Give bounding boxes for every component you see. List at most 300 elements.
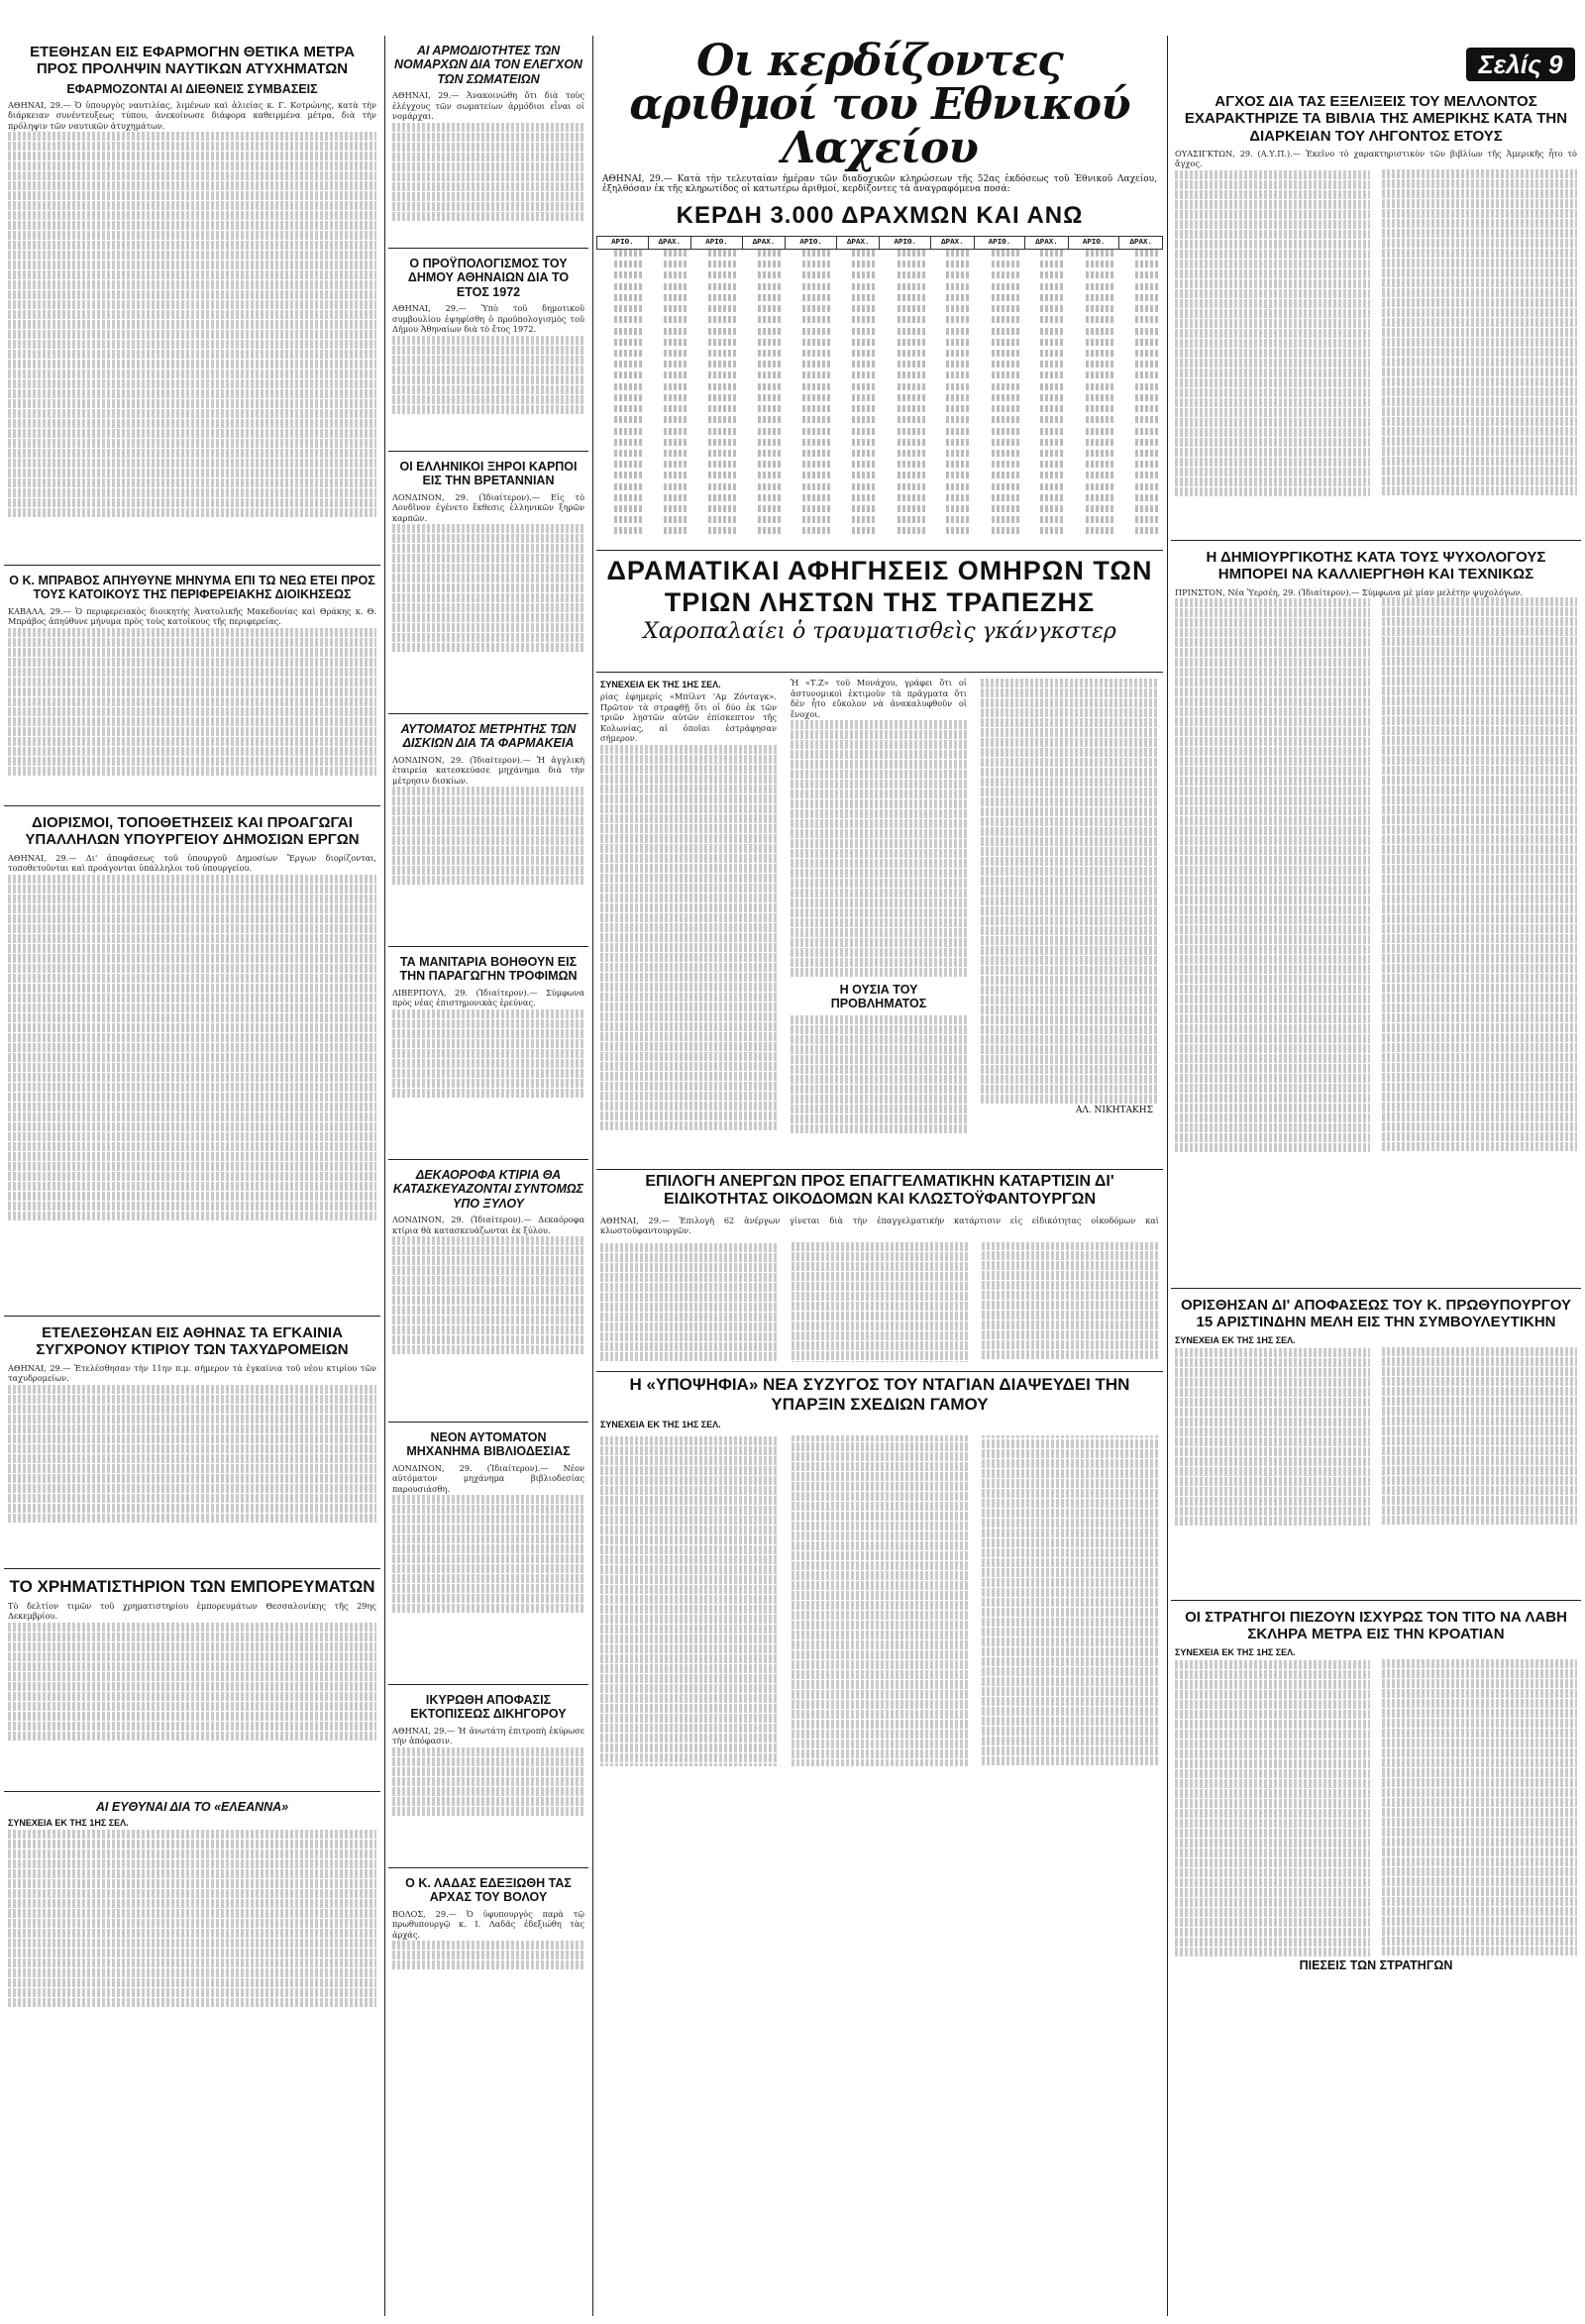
- lottery-cell: [1068, 250, 1119, 262]
- article-body: ΛΟΝΔΙΝΟΝ, 29. (Ἰδιαίτερον).— Ἡ ἀγγλικὴ ἑταιρεία κατεσκεύασε μηχάνημα διὰ τὴν μέτρησιν δισκίων.: [392, 754, 584, 786]
- lottery-cell: [786, 405, 837, 416]
- lottery-cell: [1068, 294, 1119, 305]
- lottery-cell: [1068, 416, 1119, 427]
- lottery-cell: [880, 405, 931, 416]
- lottery-cell: [691, 294, 743, 305]
- lottery-cell: [691, 305, 743, 316]
- lottery-row: [597, 271, 1163, 282]
- lottery-cell: [742, 428, 786, 439]
- lottery-cell: [880, 250, 931, 262]
- lottery-cell: [691, 472, 743, 482]
- body-text-lines: [392, 1495, 584, 1613]
- lottery-cell: [691, 383, 743, 394]
- lottery-cell: [648, 439, 691, 450]
- lottery-cell: [1025, 494, 1069, 505]
- lottery-cell: [691, 516, 743, 527]
- lottery-cell: [880, 450, 931, 461]
- body-text-lines: [981, 679, 1159, 1104]
- lottery-cell: [597, 383, 649, 394]
- lottery-cell: [742, 405, 786, 416]
- lottery-cell: [786, 294, 837, 305]
- article-bravos: [4, 566, 380, 806]
- headline: ΔΕΚΑΟΡΟΦΑ ΚΤΙΡΙΑ ΘΑ ΚΑΤΑΣΚΕΥΑΖΟΝΤΑΙ ΣΥΝΤΟΜΩΣ ΥΠΟ ΞΥΛΟΥ: [392, 1168, 584, 1211]
- headline: ΑΥΤΟΜΑΤΟΣ ΜΕΤΡΗΤΗΣ ΤΩΝ ΔΙΣΚΙΩΝ ΔΙΑ ΤΑ ΦΑΡΜΑΚΕΙΑ: [400, 722, 577, 751]
- lottery-cell: [836, 405, 880, 416]
- lottery-cell: [742, 461, 786, 472]
- lottery-cell: [1025, 294, 1069, 305]
- lottery-cell: [648, 394, 691, 405]
- headline: ΔΙΟΡΙΣΜΟΙ, ΤΟΠΟΘΕΤΗΣΕΙΣ ΚΑΙ ΠΡΟΑΓΩΓΑΙ ΥΠΑΛΛΗΛΩΝ ΥΠΟΥΡΓΕΙΟΥ ΔΗΜΟΣΙΩΝ ΕΡΓΩΝ: [25, 814, 360, 849]
- lottery-cell: [1068, 505, 1119, 516]
- lottery-cell: [931, 494, 975, 505]
- lottery-cell: [974, 305, 1025, 316]
- lottery-cell: [597, 350, 649, 361]
- lottery-cell: [742, 383, 786, 394]
- lottery-cell: [1068, 428, 1119, 439]
- lottery-cell: [880, 494, 931, 505]
- lottery-cell: [1119, 350, 1163, 361]
- lottery-cell: [836, 516, 880, 527]
- story-column: [791, 678, 967, 1134]
- lottery-cell: [880, 439, 931, 450]
- lottery-cell: [836, 439, 880, 450]
- lottery-cell: [786, 394, 837, 405]
- lottery-cell: [691, 250, 743, 262]
- lottery-row: [597, 283, 1163, 294]
- lottery-cell: [931, 416, 975, 427]
- lottery-cell: [1119, 294, 1163, 305]
- article-prefects: [388, 36, 588, 249]
- headline: Η «ΥΠΟΨΗΦΙΑ» ΝΕΑ ΣΥΖΥΓΟΣ ΤΟΥ ΝΤΑΓΙΑΝ ΔΙΑΨΕΥΔΕΙ ΤΗΝ ΥΠΑΡΞΙΝ ΣΧΕΔΙΩΝ ΓΑΜΟΥ: [629, 1375, 1130, 1414]
- lottery-col-amount: ΔΡΑΧ.: [742, 237, 786, 250]
- lottery-cell: [836, 428, 880, 439]
- lottery-cell: [786, 439, 837, 450]
- lottery-cell: [742, 394, 786, 405]
- headline: ΕΠΙΛΟΓΗ ΑΝΕΡΓΩΝ ΠΡΟΣ ΕΠΑΓΓΕΛΜΑΤΙΚΗΝ ΚΑΤΑΡΤΙΣΙΝ ΔΙ' ΕΙΔΙΚΟΤΗΤΑΣ ΟΙΚΟΔΟΜΩΝ ΚΑΙ ΚΛΩΣΤΟΫΦΑΝΤΟΥΡΓΩΝ: [645, 1173, 1114, 1209]
- lottery-cell: [880, 328, 931, 339]
- lottery-table: [596, 236, 1163, 539]
- lottery-cell: [1025, 428, 1069, 439]
- lottery-cell: [974, 405, 1025, 416]
- byline: ΑΛ. ΝΙΚΗΤΑΚΗΣ: [1075, 1106, 1153, 1115]
- lottery-cell: [1119, 527, 1163, 538]
- lottery-col-number: ΑΡΙΘ.: [597, 237, 649, 250]
- lottery-cell: [931, 250, 975, 262]
- lottery-cell: [648, 505, 691, 516]
- lottery-cell: [648, 405, 691, 416]
- lottery-cell: [597, 316, 649, 327]
- lottery-cell: [648, 250, 691, 262]
- article-body: ΑΘΗΝΑΙ, 29.— Ὑπὸ τοῦ δημοτικοῦ συμβουλίου ἐψηφίσθη ὁ προϋπολογισμὸς τοῦ Δήμου Ἀθηναίων διὰ τὸ ἔτος 1972.: [392, 303, 584, 335]
- article-american-books: [1171, 85, 1581, 541]
- article-commodity-exchange: [4, 1569, 380, 1792]
- lottery-row: [597, 305, 1163, 316]
- headline: ΕΤΕΛΕΣΘΗΣΑΝ ΕΙΣ ΑΘΗΝΑΣ ΤΑ ΕΓΚΑΙΝΙΑ ΣΥΓΧΡΟΝΟΥ ΚΤΙΡΙΟΥ ΤΩΝ ΤΑΧΥΔΡΟΜΕΙΩΝ: [36, 1324, 349, 1359]
- lottery-row: [597, 450, 1163, 461]
- lottery-cell: [974, 339, 1025, 350]
- lottery-cell: [974, 472, 1025, 482]
- lottery-heading: ΚΕΡΔΗ 3.000 ΔΡΑΧΜΩΝ ΚΑΙ ΑΝΩ: [676, 202, 1084, 229]
- article-bookbinding: [388, 1423, 588, 1685]
- lottery-cell: [786, 416, 837, 427]
- lottery-cell: [931, 339, 975, 350]
- article-mushrooms: [388, 947, 588, 1160]
- lottery-cell: [974, 283, 1025, 294]
- lottery-cell: [742, 505, 786, 516]
- lottery-row: [597, 527, 1163, 538]
- lottery-cell: [880, 483, 931, 494]
- lottery-cell: [786, 461, 837, 472]
- lottery-col-amount: ΔΡΑΧ.: [836, 237, 880, 250]
- headline: Η ΔΗΜΙΟΥΡΓΙΚΟΤΗΣ ΚΑΤΑ ΤΟΥΣ ΨΥΧΟΛΟΓΟΥΣ ΗΜΠΟΡΕΙ ΝΑ ΚΑΛΛΙΕΡΓΗΘΗ ΚΑΙ ΤΕΧΝΙΚΩΣ: [1206, 549, 1546, 583]
- lottery-cell: [1119, 472, 1163, 482]
- lottery-cell: [1119, 328, 1163, 339]
- lottery-cell: [974, 316, 1025, 327]
- column-2: [388, 36, 588, 2316]
- lottery-cell: [742, 350, 786, 361]
- lottery-cell: [880, 416, 931, 427]
- lottery-row: [597, 261, 1163, 271]
- body-text-lines: [392, 524, 584, 652]
- article-tito-generals: [1171, 1601, 1581, 1984]
- lottery-cell: [742, 328, 786, 339]
- article-dried-fruit: [388, 452, 588, 714]
- lottery-cell: [648, 316, 691, 327]
- lottery-col-amount: ΔΡΑΧ.: [1119, 237, 1163, 250]
- divider: [596, 672, 1163, 673]
- lottery-cell: [974, 250, 1025, 262]
- lottery-cell: [1025, 483, 1069, 494]
- lottery-cell: [1068, 483, 1119, 494]
- lottery-cell: [974, 461, 1025, 472]
- lottery-cell: [786, 361, 837, 371]
- lottery-cell: [742, 261, 786, 271]
- lottery-cell: [597, 339, 649, 350]
- lottery-cell: [1025, 450, 1069, 461]
- lottery-cell: [1025, 339, 1069, 350]
- lottery-cell: [974, 383, 1025, 394]
- lottery-cell: [931, 405, 975, 416]
- lottery-cell: [691, 328, 743, 339]
- lottery-cell: [786, 250, 837, 262]
- lottery-cell: [880, 339, 931, 350]
- lottery-cell: [691, 261, 743, 271]
- lottery-cell: [931, 505, 975, 516]
- continuation-label: ΣΥΝΕΧΕΙΑ ΕΚ ΤΗΣ 1ΗΣ ΣΕΛ.: [8, 1818, 129, 1829]
- lottery-cell: [786, 450, 837, 461]
- lottery-cell: [880, 305, 931, 316]
- lottery-cell: [786, 283, 837, 294]
- body-text-lines: [8, 132, 376, 517]
- lottery-cell: [597, 305, 649, 316]
- lottery-cell: [648, 294, 691, 305]
- lottery-cell: [931, 516, 975, 527]
- lottery-cell: [786, 305, 837, 316]
- lottery-cell: [786, 483, 837, 494]
- lottery-cell: [786, 472, 837, 482]
- lottery-row: [597, 416, 1163, 427]
- lottery-cell: [880, 383, 931, 394]
- lottery-cell: [691, 428, 743, 439]
- lottery-row: [597, 361, 1163, 371]
- lottery-cell: [1068, 261, 1119, 271]
- lottery-cell: [1119, 483, 1163, 494]
- lottery-row: [597, 461, 1163, 472]
- lottery-cell: [597, 516, 649, 527]
- lottery-cell: [931, 439, 975, 450]
- article-post-office: [4, 1317, 380, 1569]
- article-body: ρίας ἐφημερίς «Μπίλντ 'Αμ Ζόνταγκ». Πρῶτον τὰ στραφθῇ ὅτι οἱ δύο ἐκ τῶν τριῶν λῃστῶν αὐτῶν ἐπίσκεπτον τῆς Κολωνίας, αἱ ὁποῖαι ἐστράφησαν σήμερον.: [600, 691, 777, 743]
- lottery-col-number: ΑΡΙΘ.: [974, 237, 1025, 250]
- lottery-cell: [836, 505, 880, 516]
- lottery-cell: [836, 394, 880, 405]
- lottery-cell: [648, 261, 691, 271]
- lottery-cell: [931, 294, 975, 305]
- headline: Ο Κ. ΜΠΡΑΒΟΣ ΑΠΗΥΘΥΝΕ ΜΗΝΥΜΑ ΕΠΙ ΤΩ ΝΕΩ ΕΤΕΙ ΠΡΟΣ ΤΟΥΣ ΚΑΤΟΙΚΟΥΣ ΤΗΣ ΠΕΡΙΦΕΡΕΙΑΚΗΣ ΔΙΟΙΚΗΣΕΩΣ: [9, 574, 375, 602]
- article-body: Ἡ «Τ.Ζ» τοῦ Μονάχου, γράφει ὅτι οἱ ἀστυνομικοὶ ἐκτιμοῦν τὰ πρᾶγματα ὅτι δὲν ἦτο εὔκολον νὰ ἀνακαλυφθοῦν οἱ ἔνοχοι.: [791, 678, 967, 719]
- lottery-row: [597, 428, 1163, 439]
- headline: ΤΑ ΜΑΝΙΤΑΡΙΑ ΒΟΗΘΟΥΝ ΕΙΣ ΤΗΝ ΠΑΡΑΓΩΓΗΝ ΤΡΟΦΙΜΩΝ: [399, 955, 578, 984]
- lottery-cell: [597, 428, 649, 439]
- lottery-cell: [691, 316, 743, 327]
- lottery-cell: [974, 294, 1025, 305]
- headline: ΟΙ ΣΤΡΑΤΗΓΟΙ ΠΙΕΖΟΥΝ ΙΣΧΥΡΩΣ ΤΟΝ ΤΙΤΟ ΝΑ ΛΑΒΗ ΣΚΛΗΡΑ ΜΕΤΡΑ ΕΙΣ ΤΗΝ ΚΡΟΑΤΙΑΝ: [1185, 1609, 1567, 1643]
- lottery-cell: [691, 494, 743, 505]
- article-maritime: [4, 36, 380, 566]
- lottery-cell: [742, 294, 786, 305]
- lottery-col-number: ΑΡΙΘ.: [880, 237, 931, 250]
- lottery-cell: [931, 527, 975, 538]
- lottery-cell: [931, 261, 975, 271]
- lottery-cell: [931, 328, 975, 339]
- lottery-cell: [786, 505, 837, 516]
- lottery-cell: [648, 283, 691, 294]
- lottery-cell: [880, 271, 931, 282]
- section-heading: Η ΟΥΣΙΑ ΤΟΥ ΠΡΟΒΛΗΜΑΤΟΣ: [830, 983, 927, 1011]
- lottery-cell: [1119, 305, 1163, 316]
- lottery-col-number: ΑΡΙΘ.: [786, 237, 837, 250]
- lottery-cell: [1119, 450, 1163, 461]
- lottery-cell: [597, 261, 649, 271]
- lottery-cell: [1119, 339, 1163, 350]
- column-rule: [1167, 36, 1168, 2316]
- article-body: ΛΟΝΔΙΝΟΝ, 29. (Ἰδιαίτερον).— Δεκαόροφα κτίρια θὰ κατασκευάζωνται ἐκ ξύλου.: [392, 1215, 584, 1235]
- lottery-cell: [1025, 516, 1069, 527]
- article-body: ΒΟΛΟΣ, 29.— Ὁ ὑφυπουργὸς παρὰ τῷ πρωθυπουργῷ κ. Ι. Λαδᾶς ἐδεξιώθη τὰς ἀρχάς.: [392, 1908, 584, 1940]
- lottery-cell: [1068, 328, 1119, 339]
- lottery-row: [597, 516, 1163, 527]
- lottery-cell: [786, 516, 837, 527]
- lottery-cell: [691, 461, 743, 472]
- lottery-cell: [1068, 283, 1119, 294]
- lottery-cell: [931, 271, 975, 282]
- column-right: [1171, 85, 1581, 2316]
- lottery-col-number: ΑΡΙΘ.: [1068, 237, 1119, 250]
- body-text-lines: [1175, 597, 1577, 1153]
- lottery-row: [597, 439, 1163, 450]
- body-text-lines: [392, 123, 584, 221]
- lottery-cell: [1068, 371, 1119, 382]
- body-text-lines: [392, 1236, 584, 1354]
- lottery-row: [597, 350, 1163, 361]
- body-text-lines: [8, 628, 376, 776]
- article-body: ΑΘΗΝΑΙ, 29.— Ὁ ὑπουργὸς ναυτιλίας, λιμένων καὶ ἁλιείας κ. Γ. Κοτρώνης, κατὰ τὴν διάρκειαν συνέντευξεως τύπου, ἀνεκοίνωσε διάφορα καθειρμένα μέτρα, διὰ τὴν πρόληψιν τῶν ναυτικῶν ἀτυχημάτων.: [8, 99, 376, 131]
- body-text-lines: [791, 1015, 967, 1133]
- lottery-cell: [1119, 371, 1163, 382]
- lottery-cell: [974, 350, 1025, 361]
- lottery-cell: [880, 261, 931, 271]
- body-text-lines: [8, 1385, 376, 1523]
- body-text-lines: [600, 1242, 1159, 1361]
- lottery-cell: [742, 271, 786, 282]
- lottery-cell: [648, 516, 691, 527]
- lottery-cell: [931, 283, 975, 294]
- column-rule: [592, 36, 593, 2316]
- lottery-cell: [691, 371, 743, 382]
- lottery-cell: [880, 472, 931, 482]
- lottery-cell: [1119, 516, 1163, 527]
- headline: Ο Κ. ΛΑΔΑΣ ΕΔΕΞΙΩΘΗ ΤΑΣ ΑΡΧΑΣ ΤΟΥ ΒΟΛΟΥ: [405, 1876, 572, 1905]
- lottery-row: [597, 472, 1163, 482]
- lottery-cell: [742, 361, 786, 371]
- lottery-cell: [1119, 405, 1163, 416]
- lottery-cell: [880, 516, 931, 527]
- lottery-cell: [1068, 527, 1119, 538]
- lottery-cell: [1068, 472, 1119, 482]
- lottery-cell: [836, 461, 880, 472]
- continuation-label: ΣΥΝΕΧΕΙΑ ΕΚ ΤΗΣ 1ΗΣ ΣΕΛ.: [1175, 1646, 1296, 1657]
- lottery-cell: [931, 461, 975, 472]
- lottery-cell: [597, 483, 649, 494]
- lottery-cell: [974, 328, 1025, 339]
- lottery-cell: [1068, 516, 1119, 527]
- lottery-cell: [836, 361, 880, 371]
- body-text-lines: [392, 1009, 584, 1098]
- lottery-cell: [1025, 271, 1069, 282]
- lottery-table-body: [597, 250, 1163, 539]
- main-headline: ΔΡΑΜΑΤΙΚΑΙ ΑΦΗΓΗΣΕΙΣ ΟΜΗΡΩΝ ΤΩΝ ΤΡΙΩΝ ΛΗΣΤΩΝ ΤΗΣ ΤΡΑΠΕΖΗΣ: [606, 556, 1153, 618]
- article-body: ΛΙΒΕΡΠΟΥΛ, 29. (Ἰδιαίτερον).— Σύμφωνα πρὸς νέας ἐπιστημονικὰς ἐρεύνας.: [392, 987, 584, 1008]
- article-pill-counter: [388, 714, 588, 947]
- lottery-cell: [1119, 505, 1163, 516]
- lottery-cell: [1068, 316, 1119, 327]
- article-bank-robbers: [596, 555, 1163, 1170]
- lottery-cell: [1025, 461, 1069, 472]
- lottery-cell: [1025, 527, 1069, 538]
- lottery-cell: [648, 461, 691, 472]
- lottery-cell: [597, 505, 649, 516]
- body-text-lines: [600, 745, 777, 1130]
- article-body: ΑΘΗΝΑΙ, 29.— Δι' ἀποφάσεως τοῦ ὑπουργοῦ Δημοσίων Ἔργων διορίζονται, τοποθετοῦνται καὶ προάγονται ὑπάλληλοι τοῦ ὑπουργείου.: [8, 852, 376, 873]
- body-text-lines: [8, 1830, 376, 2007]
- lottery-cell: [691, 505, 743, 516]
- lottery-cell: [974, 416, 1025, 427]
- lottery-cell: [597, 361, 649, 371]
- lottery-cell: [931, 305, 975, 316]
- lottery-section: [596, 40, 1163, 551]
- continuation-label: ΣΥΝΕΧΕΙΑ ΕΚ ΤΗΣ 1ΗΣ ΣΕΛ.: [1175, 1334, 1296, 1345]
- article-appointments: [4, 806, 380, 1317]
- lottery-cell: [931, 350, 975, 361]
- lottery-intro: ΑΘΗΝΑΙ, 29.— Κατὰ τὴν τελευταίαν ἡμέραν τῶν διαδοχικῶν κληρώσεων τῆς 52ας ἐκδόσεως τοῦ Ἐθνικοῦ Λαχείου, ἐξηλθόσαν ἐκ τῆς κληρωτίδος οἱ κατωτέρω ἀριθμοί, κερδίζοντες τὰ ἀναγραφόμενα ποσά:: [602, 174, 1157, 194]
- lottery-cell: [786, 383, 837, 394]
- lottery-cell: [786, 328, 837, 339]
- lottery-cell: [1068, 339, 1119, 350]
- body-text-lines: [8, 1623, 376, 1741]
- article-body: ΛΟΝΔΙΝΟΝ, 29. (Ἰδιαίτερον).— Εἰς τὸ Λονδῖνον ἐγένετο ἔκθεσις ἑλληνικῶν ξηρῶν καρπῶν.: [392, 491, 584, 523]
- article-ladas: [388, 1868, 588, 1978]
- column-1: [4, 36, 380, 2316]
- lottery-cell: [648, 416, 691, 427]
- headline: ΑΙ ΕΥΘΥΝΑΙ ΔΙΑ ΤΟ «ΕΛΕΑΝΝΑ»: [95, 1800, 289, 1814]
- body-text-lines: [392, 787, 584, 885]
- lottery-cell: [1119, 383, 1163, 394]
- lottery-cell: [931, 383, 975, 394]
- lottery-cell: [648, 483, 691, 494]
- lottery-cell: [742, 283, 786, 294]
- page-number-badge: Σελίς 9: [1466, 48, 1575, 81]
- lottery-cell: [1025, 405, 1069, 416]
- lottery-cell: [974, 394, 1025, 405]
- lottery-cell: [836, 305, 880, 316]
- lottery-cell: [648, 350, 691, 361]
- lottery-cell: [786, 350, 837, 361]
- lottery-cell: [597, 416, 649, 427]
- lottery-cell: [597, 405, 649, 416]
- article-eleanna: [4, 1792, 380, 2016]
- lottery-cell: [691, 283, 743, 294]
- lottery-cell: [597, 494, 649, 505]
- lottery-row: [597, 316, 1163, 327]
- lottery-cell: [974, 361, 1025, 371]
- lottery-cell: [691, 439, 743, 450]
- body-text-lines: [392, 1941, 584, 1969]
- lottery-cell: [597, 527, 649, 538]
- story-column: [981, 678, 1159, 1117]
- lottery-cell: [880, 371, 931, 382]
- article-lawyer-exile: [388, 1685, 588, 1868]
- lottery-cell: [880, 294, 931, 305]
- lottery-cell: [742, 339, 786, 350]
- lottery-cell: [597, 250, 649, 262]
- article-body: ΑΘΗΝΑΙ, 29.— Ἐτελέσθησαν τὴν 11ην π.μ. σήμερον τὰ ἐγκαίνια τοῦ νέου κτιρίου τῶν ταχυδρομείων.: [8, 1362, 376, 1383]
- lottery-cell: [1119, 428, 1163, 439]
- lottery-cell: [974, 261, 1025, 271]
- lottery-cell: [691, 416, 743, 427]
- lottery-cell: [974, 527, 1025, 538]
- lottery-row: [597, 405, 1163, 416]
- lottery-cell: [974, 516, 1025, 527]
- lottery-row: [597, 483, 1163, 494]
- lottery-cell: [742, 305, 786, 316]
- body-text-lines: [392, 336, 584, 414]
- article-body: ΚΑΒΑΛΑ, 29.— Ὁ περιφερειακὸς διοικητὴς Ἀνατολικῆς Μακεδονίας καὶ Θράκης κ. Θ. Μπράβος ἀπηύθυνε μήνυμα πρὸς τοὺς κατοίκους τῆς περιφερείας.: [8, 605, 376, 627]
- lottery-cell: [1119, 461, 1163, 472]
- lottery-cell: [931, 450, 975, 461]
- lottery-cell: [597, 472, 649, 482]
- body-text-lines: [1175, 169, 1577, 497]
- lottery-cell: [1119, 271, 1163, 282]
- lottery-row: [597, 505, 1163, 516]
- section-heading: ΠΙΕΣΕΙΣ ΤΩΝ ΣΤΡΑΤΗΓΩΝ: [1299, 1958, 1453, 1972]
- lottery-cell: [974, 505, 1025, 516]
- lottery-cell: [974, 371, 1025, 382]
- column-rule: [384, 36, 385, 2316]
- lottery-cell: [597, 394, 649, 405]
- lottery-cell: [836, 383, 880, 394]
- lottery-cell: [1119, 283, 1163, 294]
- lottery-cell: [1068, 394, 1119, 405]
